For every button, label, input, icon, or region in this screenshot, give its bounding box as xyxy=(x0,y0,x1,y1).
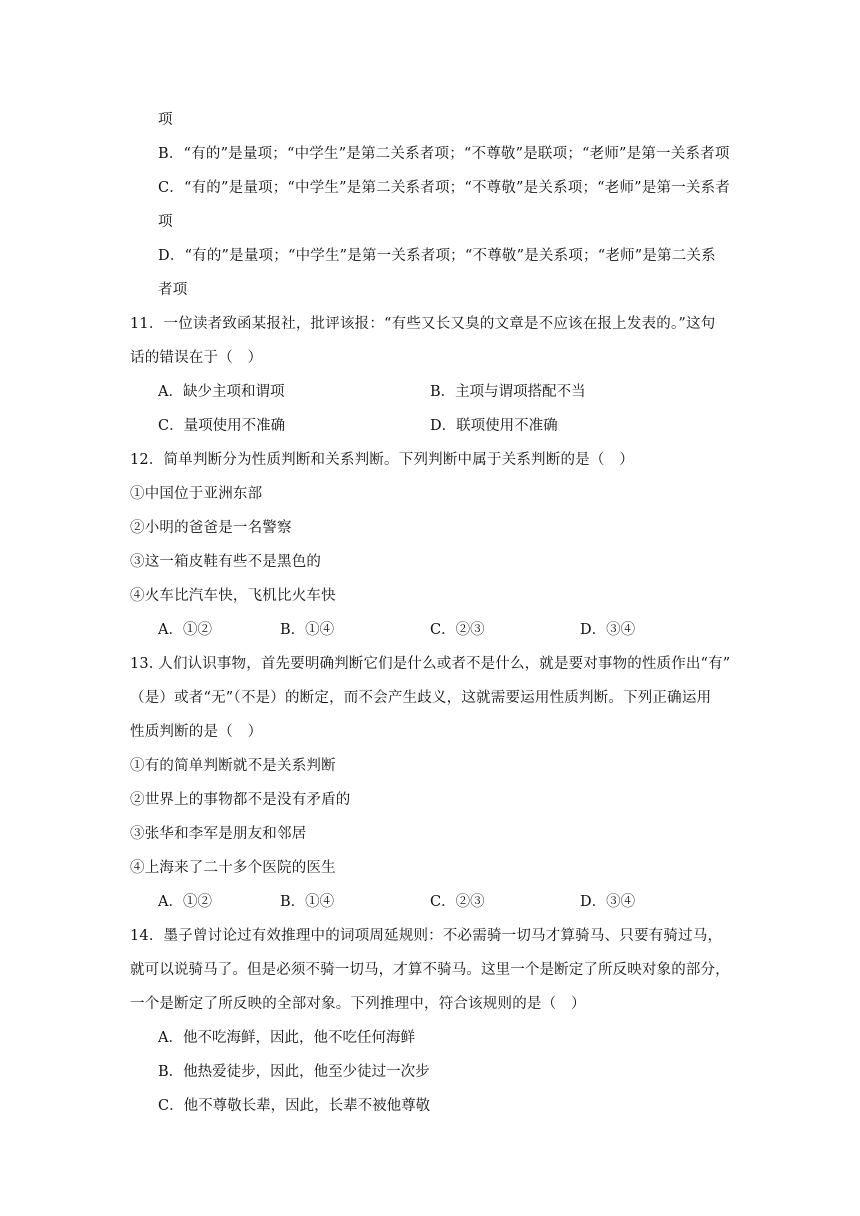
q10-option-d: D．“有的”是量项；“中学生”是第一关系者项；“不尊敬”是关系项；“老师”是第二关系 xyxy=(158,248,716,264)
q10-option-d-continuation: 者项 xyxy=(158,282,188,298)
q13-statement-2: ②世界上的事物都不是没有矛盾的 xyxy=(130,792,351,808)
q11-option-b: B．主项与谓项搭配不当 xyxy=(430,384,586,400)
q12-statement-1: ①中国位于亚洲东部 xyxy=(130,486,263,502)
q13-statement-3: ③张华和李军是朋友和邻居 xyxy=(130,826,307,842)
q13-option-d: D．③④ xyxy=(580,894,636,910)
q11-option-d: D．联项使用不准确 xyxy=(430,418,558,434)
q12-statement-2: ②小明的爸爸是一名警察 xyxy=(130,520,292,536)
q10-option-c-continuation: 项 xyxy=(158,214,173,230)
q11-option-c: C．量项使用不准确 xyxy=(158,418,286,434)
q12-option-b: B．①④ xyxy=(280,622,335,638)
q12-stem: 12．简单判断分为性质判断和关系判断。下列判断中属于关系判断的是（ ） xyxy=(130,452,634,468)
q13-statement-1: ①有的简单判断就不是关系判断 xyxy=(130,758,336,774)
q11-stem-line2: 话的错误在于（ ） xyxy=(130,350,263,366)
q13-option-c: C．②③ xyxy=(430,894,485,910)
q12-statement-3: ③这一箱皮鞋有些不是黑色的 xyxy=(130,554,322,570)
q14-option-a: A．他不吃海鲜，因此，他不吃任何海鲜 xyxy=(158,1030,415,1046)
q13-option-a: A．①② xyxy=(158,894,212,910)
q11-stem-line1: 11．一位读者致函某报社，批评该报：“有些又长又臭的文章是不应该在报上发表的。”这句 xyxy=(130,316,716,332)
q14-stem-line2: 就可以说骑马了。但是必须不骑一切马，才算不骑马。这里一个是断定了所反映对象的部分， xyxy=(130,962,730,978)
q12-option-a: A．①② xyxy=(158,622,212,638)
q10-option-a-continuation: 项 xyxy=(158,112,173,128)
q11-option-a: A．缺少主项和谓项 xyxy=(158,384,285,400)
q10-option-c: C．“有的”是量项；“中学生”是第二关系者项；“不尊敬”是关系项；“老师”是第一关系者 xyxy=(158,180,730,196)
q14-option-c: C．他不尊敬长辈，因此，长辈不被他尊敬 xyxy=(158,1098,431,1114)
q13-option-b: B．①④ xyxy=(280,894,335,910)
q13-statement-4: ④上海来了二十多个医院的医生 xyxy=(130,860,336,876)
q13-stem-line2: （是）或者“无”（不是）的断定，而不会产生歧义，这就需要运用性质判断。下列正确运用 xyxy=(130,690,712,706)
q13-stem-line3: 性质判断的是（ ） xyxy=(130,724,263,740)
q12-option-d: D．③④ xyxy=(580,622,636,638)
q12-statement-4: ④火车比汽车快，飞机比火车快 xyxy=(130,588,336,604)
q12-option-c: C．②③ xyxy=(430,622,485,638)
q14-stem-line3: 一个是断定了所反映的全部对象。下列推理中，符合该规则的是（ ） xyxy=(130,996,586,1012)
q13-stem-line1: 13. 人们认识事物，首先要明确判断它们是什么或者不是什么，就是要对事物的性质作出“有” xyxy=(130,656,731,672)
q14-option-b: B．他热爱徒步，因此，他至少徒过一次步 xyxy=(158,1064,430,1080)
q10-option-b: B．“有的”是量项；“中学生”是第二关系者项；“不尊敬”是联项；“老师”是第一关系者项 xyxy=(158,146,730,162)
q14-stem-line1: 14．墨子曾讨论过有效推理中的词项周延规则：不必需骑一切马才算骑马、只要有骑过马， xyxy=(130,928,723,944)
